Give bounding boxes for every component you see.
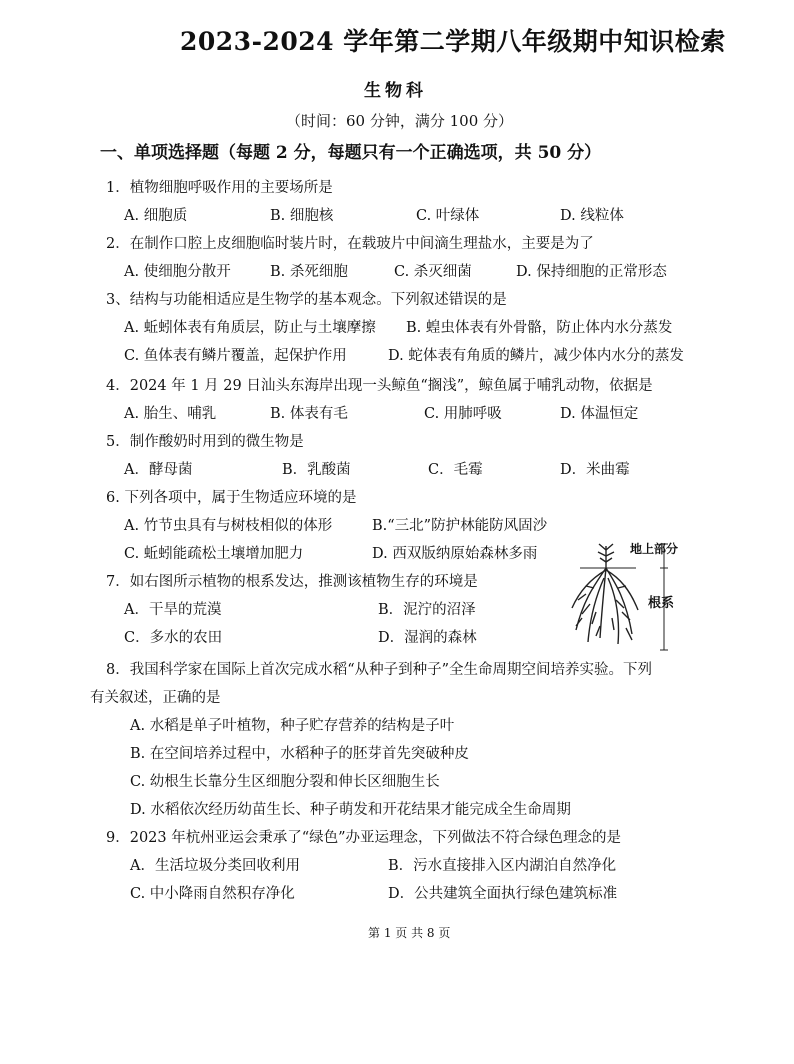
section-heading: 一、单项选择题（每题 2 分，每题只有一个正确选项，共 50 分） xyxy=(100,143,602,163)
question-3-option-c: C. 鱼体表有鳞片覆盖，起保护作用 xyxy=(124,348,347,364)
question-5-option-b: B．乳酸菌 xyxy=(282,462,351,478)
question-3-option-d: D. 蛇体表有角质的鳞片，减少体内水分的蒸发 xyxy=(388,348,684,364)
question-5-stem: 5．制作酸奶时用到的微生物是 xyxy=(106,434,304,450)
question-6-option-d: D. 西双版纳原始森林多雨 xyxy=(372,546,538,562)
exam-title: 2023-2024 学年第二学期八年级期中知识检索 xyxy=(180,27,726,56)
question-8-option-b: B. 在空间培养过程中，水稻种子的胚芽首先突破种皮 xyxy=(130,746,469,762)
question-5-option-d: D．米曲霉 xyxy=(560,462,630,478)
question-1-option-c: C. 叶绿体 xyxy=(416,208,480,224)
page-footer: 第 1 页 共 8 页 xyxy=(368,926,451,940)
question-7-option-c: C．多水的农田 xyxy=(124,630,223,646)
question-9-option-c: C. 中小降雨自然积存净化 xyxy=(130,886,295,902)
question-9-option-d: D．公共建筑全面执行绿色建筑标准 xyxy=(388,886,618,902)
figure-label-above-ground: 地上部分 xyxy=(630,542,679,556)
question-5-option-c: C．毛霉 xyxy=(428,462,483,478)
question-4-option-c: C. 用肺呼吸 xyxy=(424,406,502,422)
figure-label-root: 根系 xyxy=(648,596,675,611)
question-5-option-a: A．酵母菌 xyxy=(124,462,193,478)
question-6-option-a: A. 竹节虫具有与树枝相似的体形 xyxy=(124,518,333,534)
question-8-stem: 8．我国科学家在国际上首次完成水稻“从种子到种子”全生命周期空间培养实验。下列 xyxy=(106,662,653,678)
question-1-option-b: B. 细胞核 xyxy=(270,208,334,224)
question-7-option-b: B．泥泞的沼泽 xyxy=(378,602,476,618)
question-9-option-b: B．污水直接排入区内湖泊自然净化 xyxy=(388,858,617,874)
question-4-option-b: B. 体表有毛 xyxy=(270,406,348,422)
question-2-option-c: C. 杀灭细菌 xyxy=(394,264,472,280)
time-info: （时间：60 分钟，满分 100 分） xyxy=(286,112,514,130)
question-1-option-d: D. 线粒体 xyxy=(560,208,624,224)
question-9-stem: 9．2023 年杭州亚运会秉承了“绿色”办亚运理念，下列做法不符合绿色理念的是 xyxy=(106,830,622,846)
question-7-stem: 7．如右图所示植物的根系发达，推测该植物生存的环境是 xyxy=(106,574,478,590)
question-4-option-a: A. 胎生、哺乳 xyxy=(124,406,217,422)
question-8-option-c: C. 幼根生长靠分生区细胞分裂和伸长区细胞生长 xyxy=(130,774,440,790)
question-2-option-a: A. 使细胞分散开 xyxy=(124,264,231,280)
question-8-option-d: D. 水稻依次经历幼苗生长、种子萌发和开花结果才能完成全生命周期 xyxy=(130,802,571,818)
question-7-option-a: A．干旱的荒漠 xyxy=(124,602,222,618)
question-6-option-b: B.“三北”防护林能防风固沙 xyxy=(372,518,548,534)
question-2-option-d: D. 保持细胞的正常形态 xyxy=(516,264,667,280)
question-8-stem-cont: 有关叙述，正确的是 xyxy=(90,690,221,706)
question-7-option-d: D．湿润的森林 xyxy=(378,630,477,646)
question-8-option-a: A. 水稻是单子叶植物，种子贮存营养的结构是子叶 xyxy=(130,718,455,734)
question-9-option-a: A．生活垃圾分类回收利用 xyxy=(130,858,300,874)
question-1-option-a: A. 细胞质 xyxy=(124,208,188,224)
question-4-stem: 4．2024 年 1 月 29 日汕头东海岸出现一头鲸鱼“搁浅”，鲸鱼属于哺乳动物，依据是 xyxy=(106,378,653,394)
question-1-stem: 1．植物细胞呼吸作用的主要场所是 xyxy=(106,180,333,196)
question-3-stem: 3、结构与功能相适应是生物学的基本观念。下列叙述错误的是 xyxy=(106,292,507,308)
question-2-stem: 2．在制作口腔上皮细胞临时装片时，在载玻片中间滴生理盐水，主要是为了 xyxy=(106,236,594,252)
question-3-option-a: A. 蚯蚓体表有角质层，防止与土壤摩擦 xyxy=(124,320,376,336)
question-4-option-d: D. 体温恒定 xyxy=(560,406,639,422)
question-2-option-b: B. 杀死细胞 xyxy=(270,264,348,280)
subject-heading: 生物科 xyxy=(364,81,427,101)
question-6-option-c: C. 蚯蚓能疏松土壤增加肥力 xyxy=(124,546,304,562)
question-6-stem: 6. 下列各项中，属于生物适应环境的是 xyxy=(106,490,357,506)
question-3-option-b: B. 蝗虫体表有外骨骼，防止体内水分蒸发 xyxy=(406,320,673,336)
